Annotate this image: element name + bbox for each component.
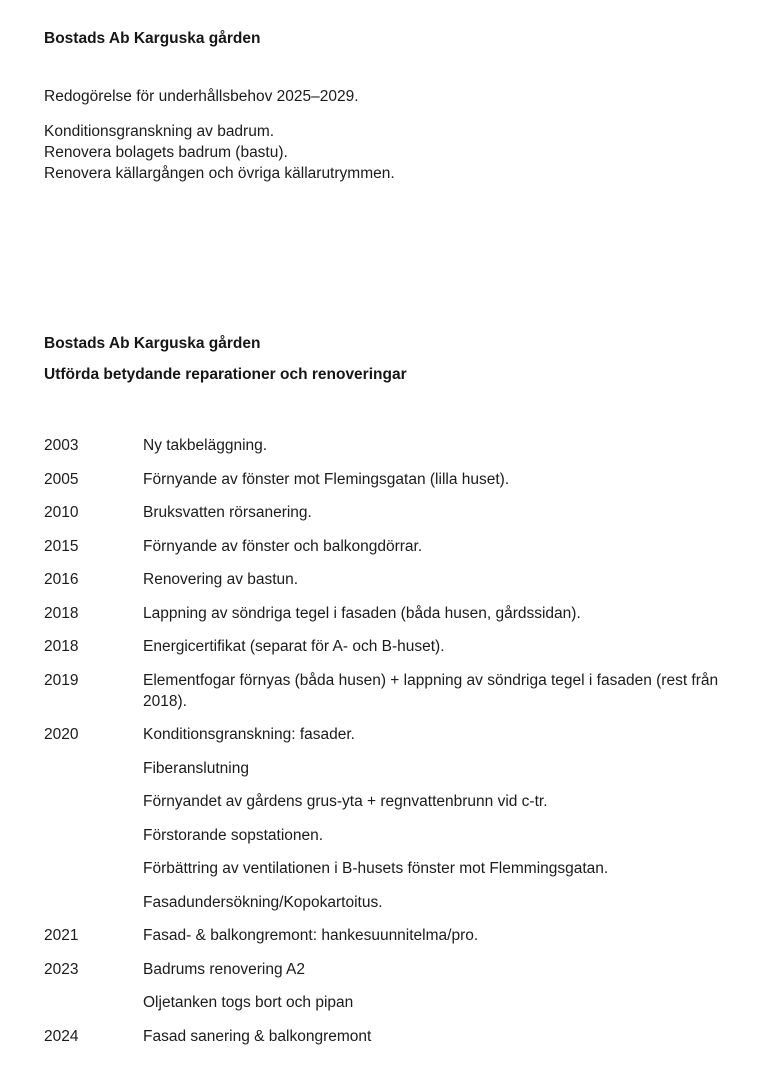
timeline-text: Förbättring av ventilationen i B-husets fönster mot Flemmingsgatan. xyxy=(143,860,609,877)
table-row xyxy=(44,858,744,879)
table-row xyxy=(44,603,744,624)
table-row xyxy=(44,636,744,657)
timeline-year: 2018 xyxy=(44,638,79,655)
timeline-text: Förnyande av fönster mot Flemingsgatan (lilla huset). xyxy=(143,470,510,488)
table-row xyxy=(44,791,744,812)
timeline-text: Förnyande av fönster och balkongdörrar. xyxy=(143,537,423,555)
maintenance-line: Renovera bolagets badrum (bastu). xyxy=(44,144,288,161)
maintenance-line: Konditionsgranskning av badrum. xyxy=(44,123,275,140)
timeline-text: Energicertifikat (separat för A- och B-huset). xyxy=(143,638,445,655)
timeline-year: 2021 xyxy=(44,927,79,944)
timeline-year: 2019 xyxy=(44,671,79,689)
table-row xyxy=(44,724,744,745)
timeline-year: 2018 xyxy=(44,604,79,622)
table-row xyxy=(44,435,744,456)
timeline-text: Lappning av söndriga tegel i fasaden (båda husen, gårdssidan). xyxy=(143,604,581,622)
table-row xyxy=(44,469,744,490)
maintenance-line: Renovera källargången och övriga källarutrymmen. xyxy=(44,165,395,182)
timeline-text: Fiberanslutning xyxy=(143,759,249,777)
table-row xyxy=(44,825,744,846)
company-title-top: Bostads Ab Karguska gården xyxy=(44,30,261,47)
timeline-year: 2016 xyxy=(44,571,79,588)
report-subtitle: Redogörelse för underhållsbehov 2025–2029. xyxy=(44,88,359,105)
repairs-timeline xyxy=(44,435,744,1059)
timeline-year: 2003 xyxy=(44,437,79,454)
timeline-text: Fasad- & balkongremont: hankesuunnitelma/pro. xyxy=(143,927,479,944)
table-row xyxy=(44,569,744,590)
timeline-text: Förnyandet av gårdens grus-yta + regnvattenbrunn vid c-tr. xyxy=(143,793,548,810)
timeline-year: 2010 xyxy=(44,504,79,521)
timeline-text: Konditionsgranskning: fasader. xyxy=(143,726,355,743)
timeline-text: Fasad sanering & balkongremont xyxy=(143,1027,372,1045)
table-row xyxy=(44,992,744,1013)
timeline-text: Bruksvatten rörsanering. xyxy=(143,504,312,521)
table-row xyxy=(44,502,744,523)
timeline-year: 2023 xyxy=(44,960,79,978)
timeline-text: Ny takbeläggning. xyxy=(143,437,268,454)
timeline-year: 2015 xyxy=(44,537,79,555)
timeline-year: 2020 xyxy=(44,726,79,743)
timeline-text: Förstorande sopstationen. xyxy=(143,826,324,844)
table-row xyxy=(44,670,744,712)
timeline-text: Oljetanken togs bort och pipan xyxy=(143,994,354,1011)
timeline-text: Fasadundersökning/Kopokartoitus. xyxy=(143,893,383,911)
timeline-text: Renovering av bastun. xyxy=(143,571,299,588)
table-row xyxy=(44,892,744,913)
table-row xyxy=(44,758,744,779)
timeline-text: Elementfogar förnyas (båda husen) + lappning av söndriga tegel i fasaden (rest från 2018). xyxy=(143,671,719,710)
company-title-section2: Bostads Ab Karguska gården xyxy=(44,335,261,352)
table-row xyxy=(44,925,744,946)
table-row xyxy=(44,536,744,557)
repairs-heading: Utförda betydande reparationer och renoveringar xyxy=(44,366,407,383)
table-row xyxy=(44,959,744,980)
maintenance-needs-list xyxy=(44,121,395,184)
timeline-text: Badrums renovering A2 xyxy=(143,960,305,978)
table-row xyxy=(44,1026,744,1047)
timeline-year: 2024 xyxy=(44,1027,79,1045)
timeline-year: 2005 xyxy=(44,470,79,488)
